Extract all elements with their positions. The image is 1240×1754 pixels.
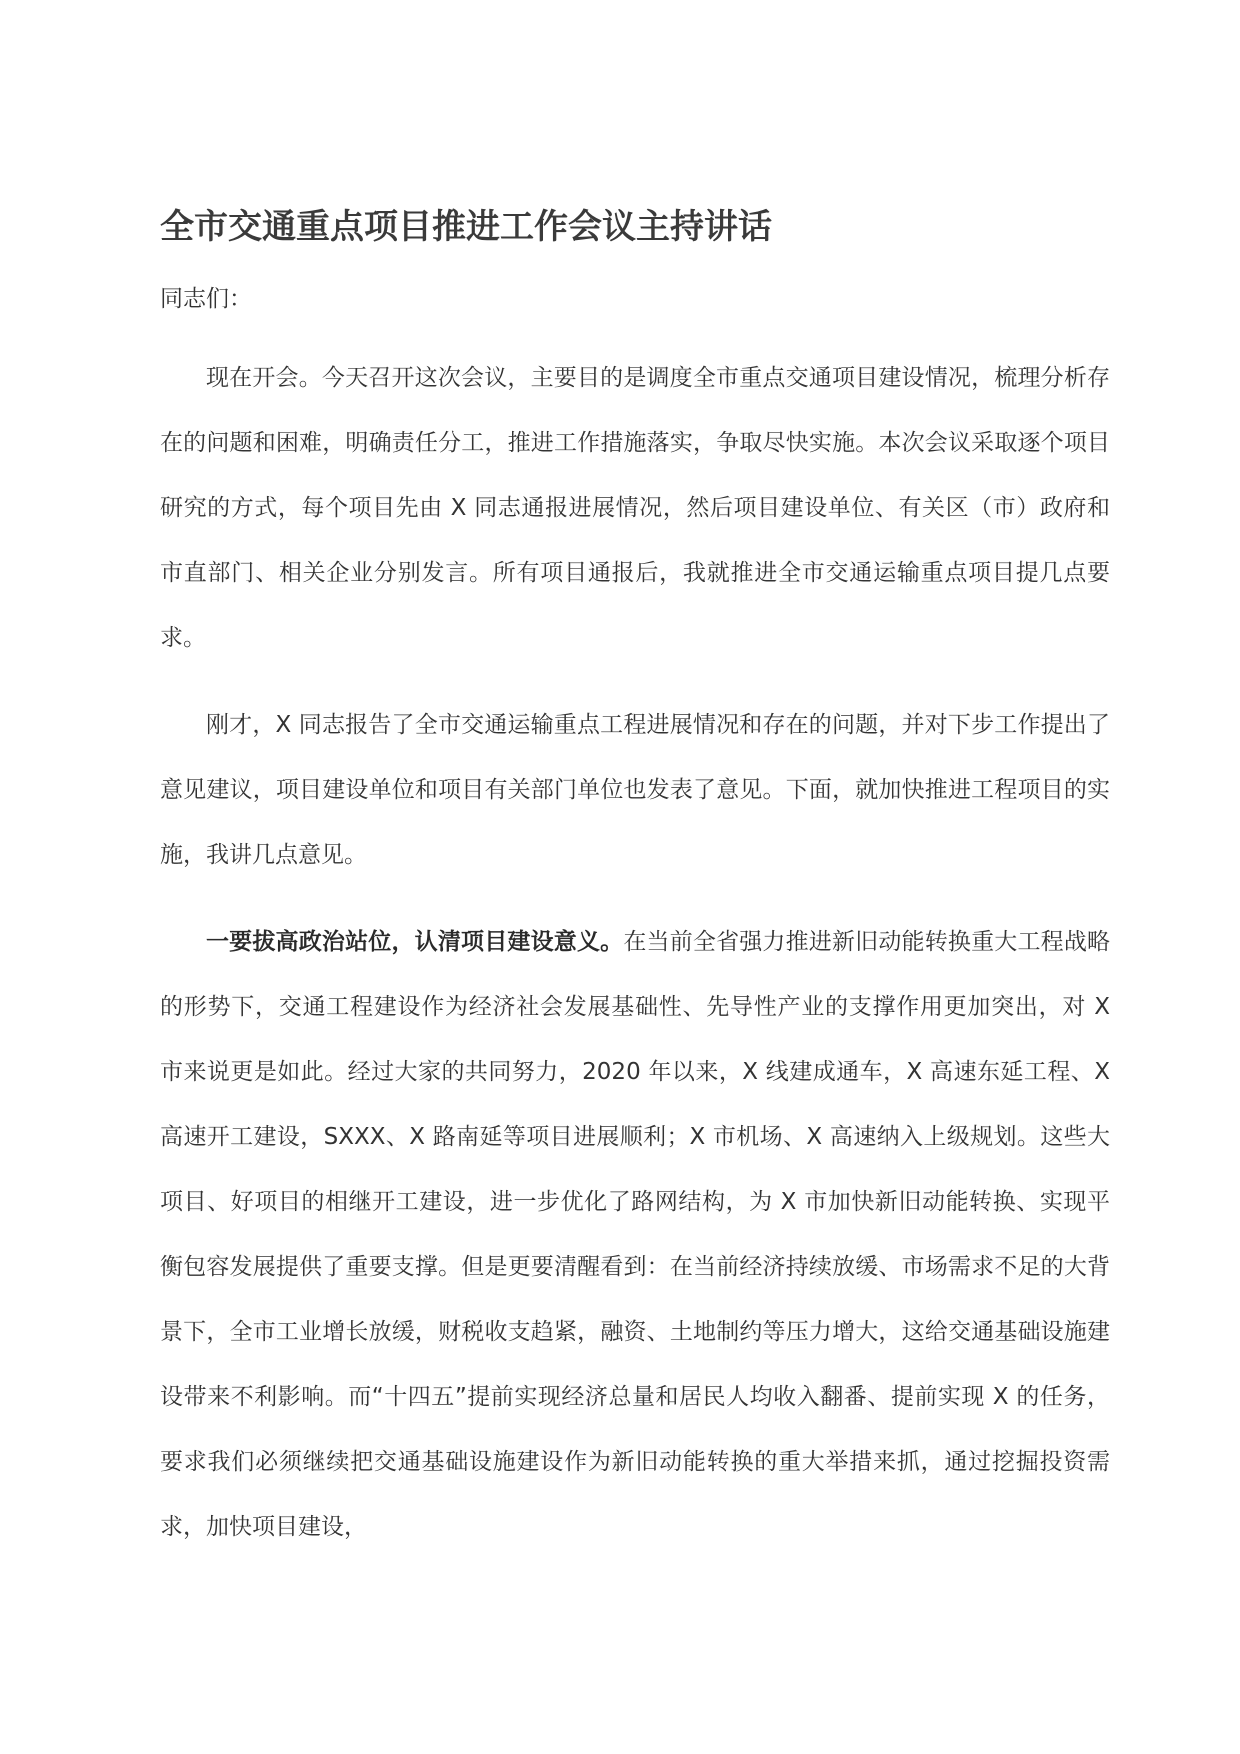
paragraph-point-one — [160, 910, 1110, 1560]
paragraph-text: 在当前全省强力推进新旧动能转换重大工程战略的形势下，交通工程建设作为经济社会发展基础性、先导性产业的支撑作用更加突出，对 X 市来说更是如此。经过大家的共同努力，2020 年以来，X 线建成通车，X 高速东延工程、X 高速开工建设，SXXX、X 路南延等项目进展顺利；X 市机场、X 高速纳入上级规划。这些大项目、好项目的相继开工建设，进一步优化了路网结构，为 X 市加快新旧动能转换、实现平衡包容发展提供了重要支撑。但是更要清醒看到：在当前经济持续放缓、市场需求不足的大背景下，全市工业增长放缓，财税收支趋紧，融资、土地制约等压力增大，这给交通基础设施建设带来不利影响。而“十四五”提前实现经济总量和居民人均收入翻番、提前实现 X 的任务，要求我们必须继续把交通基础设施建设作为新旧动能转换的重大举措来抓，通过挖掘投资需求，加快项目建设， — [160, 929, 1111, 1540]
paragraph-text: 现在开会。今天召开这次会议，主要目的是调度全市重点交通项目建设情况，梳理分析存在的问题和困难，明确责任分工，推进工作措施落实，争取尽快实施。本次会议采取逐个项目研究的方式，每个项目先由 X 同志通报进展情况，然后项目建设单位、有关区（市）政府和市直部门、相关企业分别发言。所有项目通报后，我就推进全市交通运输重点项目提几点要求。 — [160, 365, 1110, 651]
paragraph-lead-heading: 一要拔高政治站位，认清项目建设意义。 — [206, 929, 624, 955]
document-body — [160, 196, 1110, 1560]
paragraph-report-summary — [160, 693, 1110, 888]
greeting: 同志们： — [160, 286, 252, 312]
document-title: 全市交通重点项目推进工作会议主持讲话 — [160, 207, 772, 247]
paragraph-text: 刚才，X 同志报告了全市交通运输重点工程进展情况和存在的问题，并对下步工作提出了意见建议，项目建设单位和项目有关部门单位也发表了意见。下面，就加快推进工程项目的实施，我讲几点意见。 — [160, 712, 1110, 868]
paragraph-opening — [160, 346, 1110, 671]
